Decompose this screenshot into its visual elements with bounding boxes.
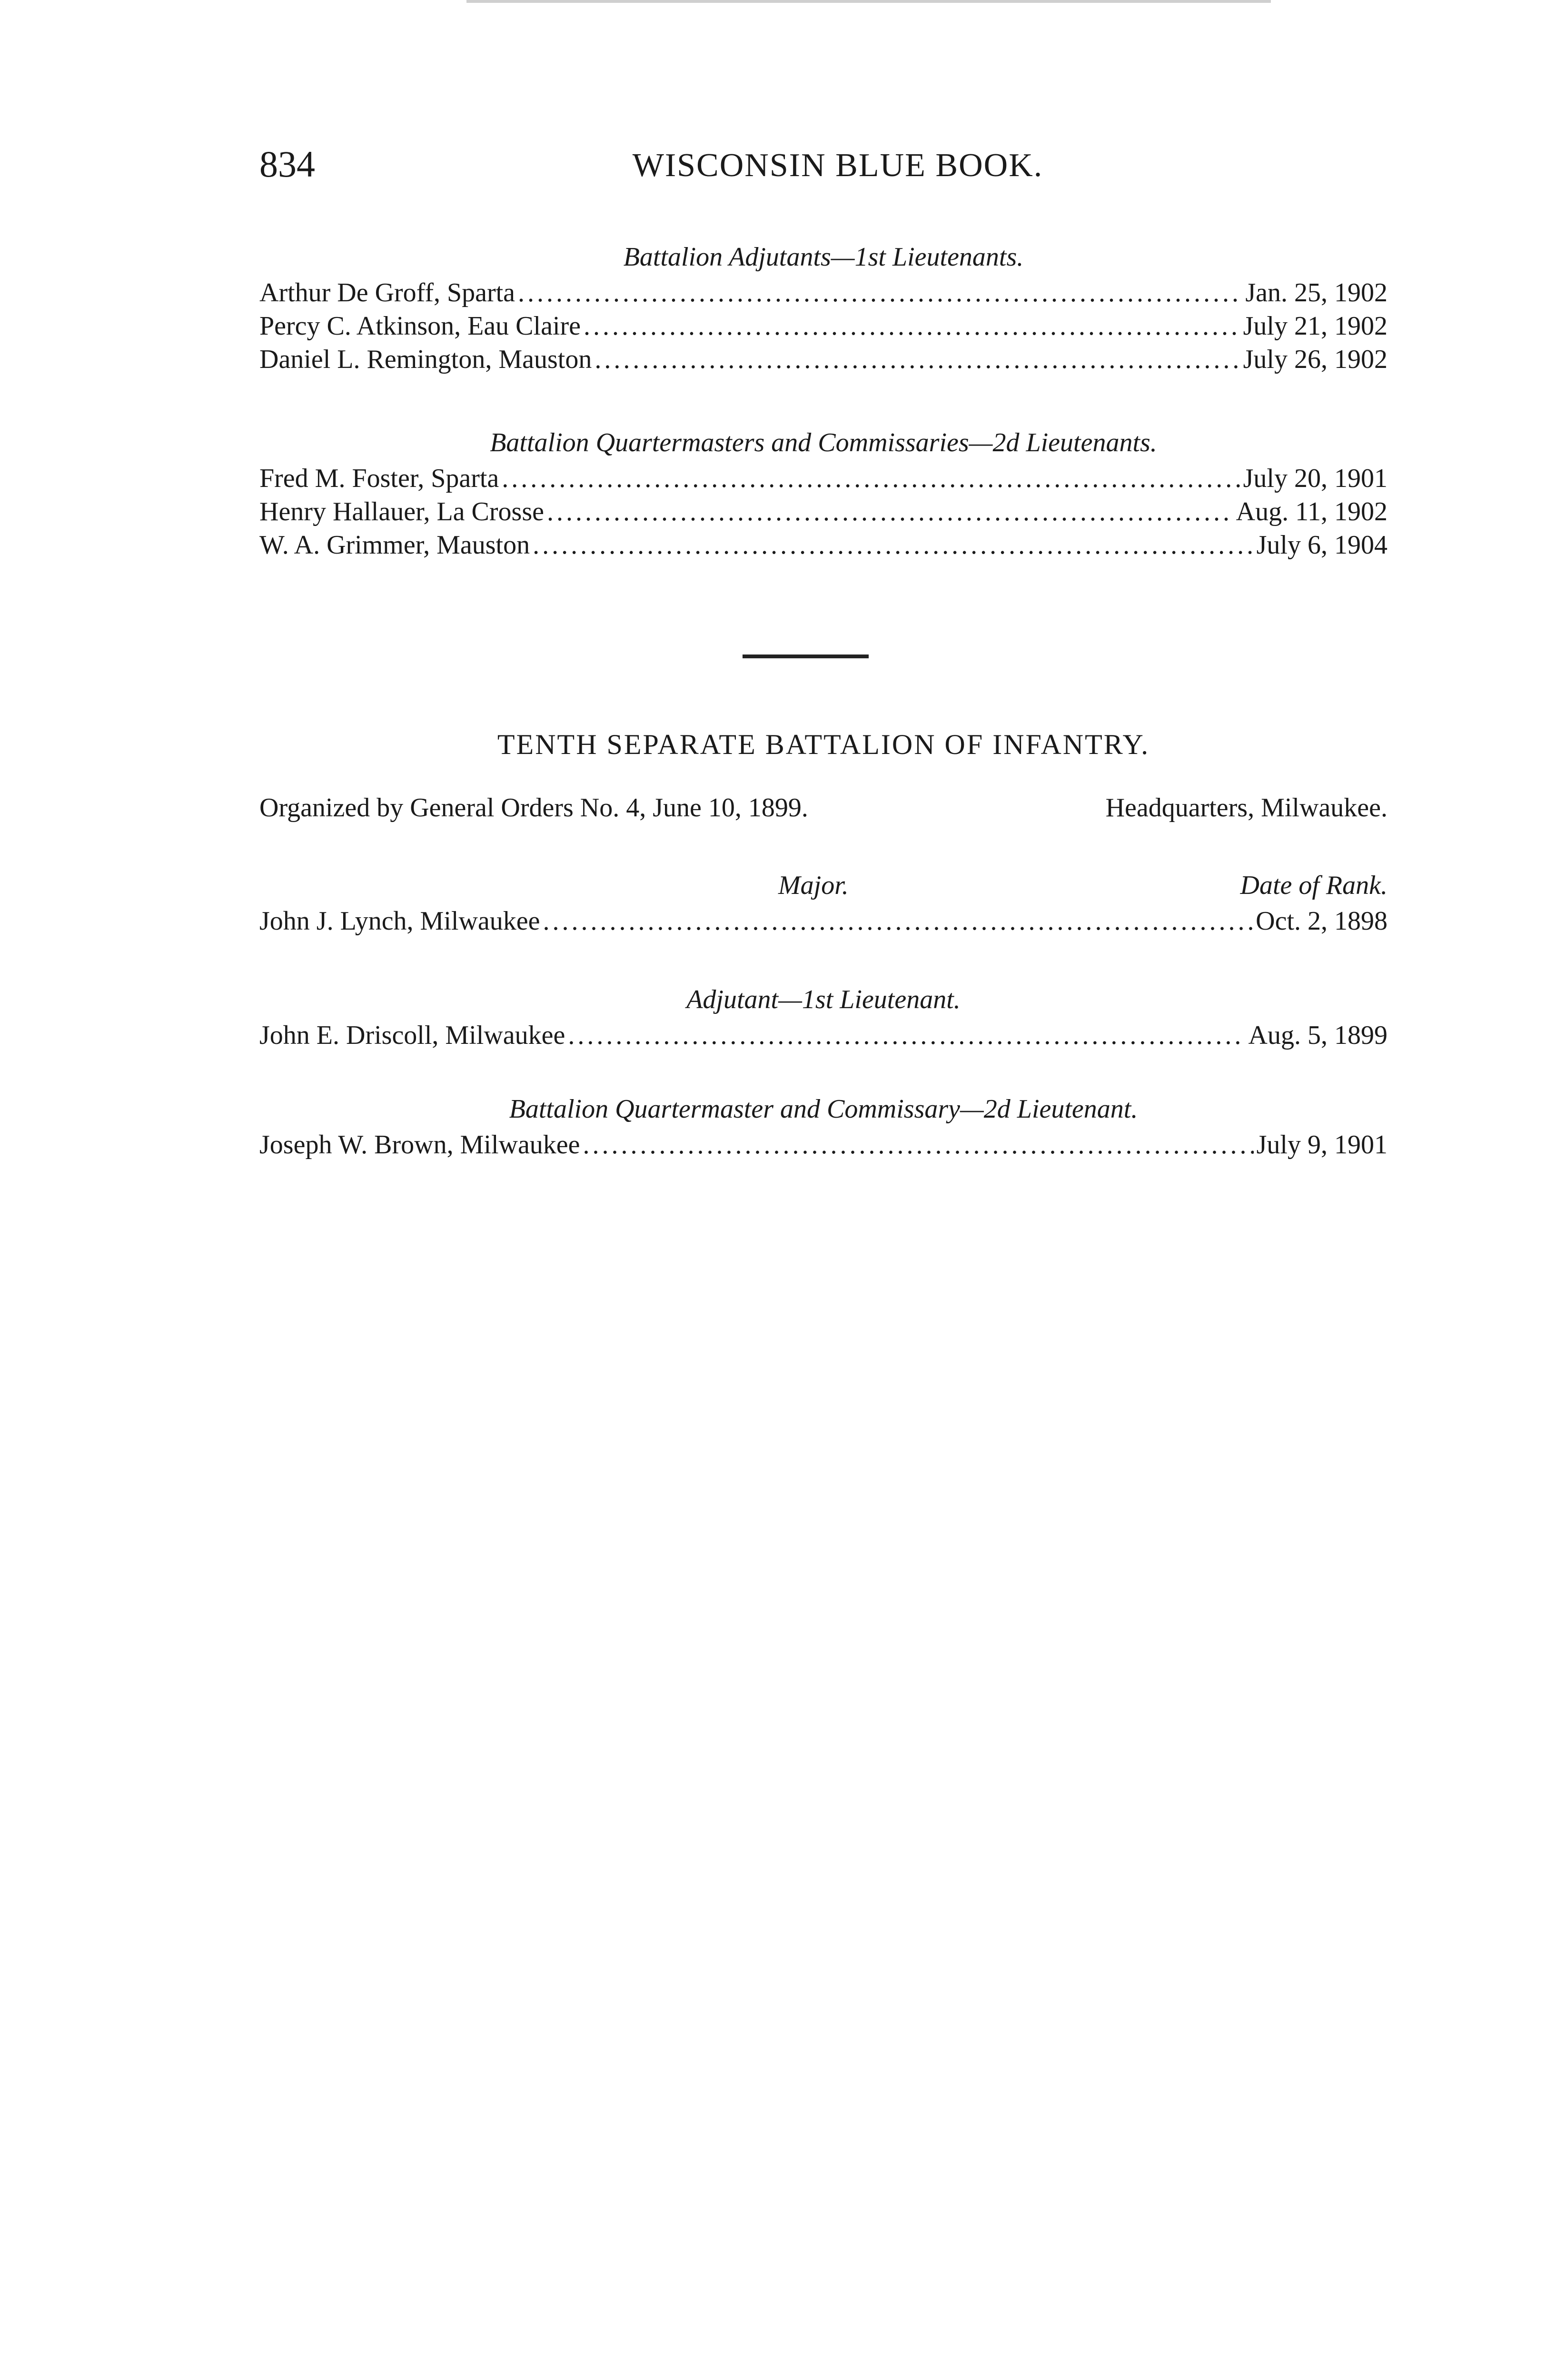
- list-item: [259, 1019, 1387, 1052]
- leader-dots: [533, 528, 1254, 562]
- entry-date: Jan. 25, 1902: [1245, 278, 1387, 307]
- column-headings: [259, 866, 1387, 904]
- major-heading: Major.: [778, 871, 849, 900]
- list-item: [259, 309, 1387, 343]
- entry-name: Arthur De Groff, Sparta: [259, 278, 515, 307]
- entry-name: Daniel L. Remington, Mauston: [259, 345, 592, 374]
- major-section: [259, 866, 1387, 938]
- entry-date: Aug. 5, 1899: [1248, 1021, 1387, 1050]
- entry-date: July 9, 1901: [1256, 1130, 1387, 1160]
- entry-name: Percy C. Atkinson, Eau Claire: [259, 311, 581, 341]
- list-item: [259, 904, 1387, 938]
- adjutant-section: [259, 981, 1387, 1052]
- quartermaster-section: [259, 1090, 1387, 1161]
- entry-name: W. A. Grimmer, Mauston: [259, 530, 530, 560]
- adjutant-heading: Adjutant—1st Lieutenant.: [686, 985, 961, 1014]
- page-number: 834: [259, 143, 315, 185]
- entry-name: Henry Hallauer, La Crosse: [259, 497, 544, 526]
- leader-dots: [547, 495, 1233, 528]
- quartermasters-section: [259, 424, 1387, 562]
- leader-dots: [543, 904, 1253, 938]
- entry-name: Joseph W. Brown, Milwaukee: [259, 1130, 580, 1160]
- entry-date: Oct. 2, 1898: [1256, 906, 1387, 936]
- list-item: [259, 462, 1387, 495]
- entry-name: Fred M. Foster, Sparta: [259, 464, 499, 493]
- organization-line: [259, 793, 1387, 823]
- list-item: [259, 276, 1387, 309]
- top-edge-line: [466, 0, 1271, 3]
- organized-text: Organized by General Orders No. 4, June 10, 1899.: [259, 793, 808, 823]
- date-of-rank-heading: Date of Rank.: [1240, 871, 1387, 900]
- section-title: TENTH SEPARATE BATTALION OF INFANTRY.: [497, 729, 1150, 760]
- section-divider: [743, 654, 869, 658]
- entry-date: July 21, 1902: [1243, 311, 1387, 341]
- entry-date: July 20, 1901: [1243, 464, 1387, 493]
- list-item: [259, 343, 1387, 376]
- entry-date: July 26, 1902: [1243, 345, 1387, 374]
- list-item: [259, 528, 1387, 562]
- leader-dots: [568, 1019, 1245, 1052]
- leader-dots: [518, 276, 1242, 309]
- quartermasters-heading: Battalion Quartermasters and Commissaries—2d Lieutenants.: [490, 428, 1157, 457]
- list-item: [259, 495, 1387, 528]
- leader-dots: [595, 343, 1240, 376]
- running-head: WISCONSIN BLUE BOOK.: [632, 147, 1043, 184]
- leader-dots: [584, 309, 1240, 343]
- quartermaster-heading: Battalion Quartermaster and Commissary—2d Lieutenant.: [509, 1094, 1138, 1124]
- entry-name: John E. Driscoll, Milwaukee: [259, 1021, 565, 1050]
- entry-name: John J. Lynch, Milwaukee: [259, 906, 540, 936]
- headquarters-text: Headquarters, Milwaukee.: [1105, 793, 1387, 823]
- page-header: [259, 143, 1387, 200]
- leader-dots: [583, 1128, 1254, 1161]
- leader-dots: [502, 462, 1240, 495]
- adjutants-heading: Battalion Adjutants—1st Lieutenants.: [623, 242, 1024, 272]
- entry-date: July 6, 1904: [1256, 530, 1387, 560]
- list-item: [259, 1128, 1387, 1161]
- adjutants-section: [259, 238, 1387, 376]
- entry-date: Aug. 11, 1902: [1236, 497, 1387, 526]
